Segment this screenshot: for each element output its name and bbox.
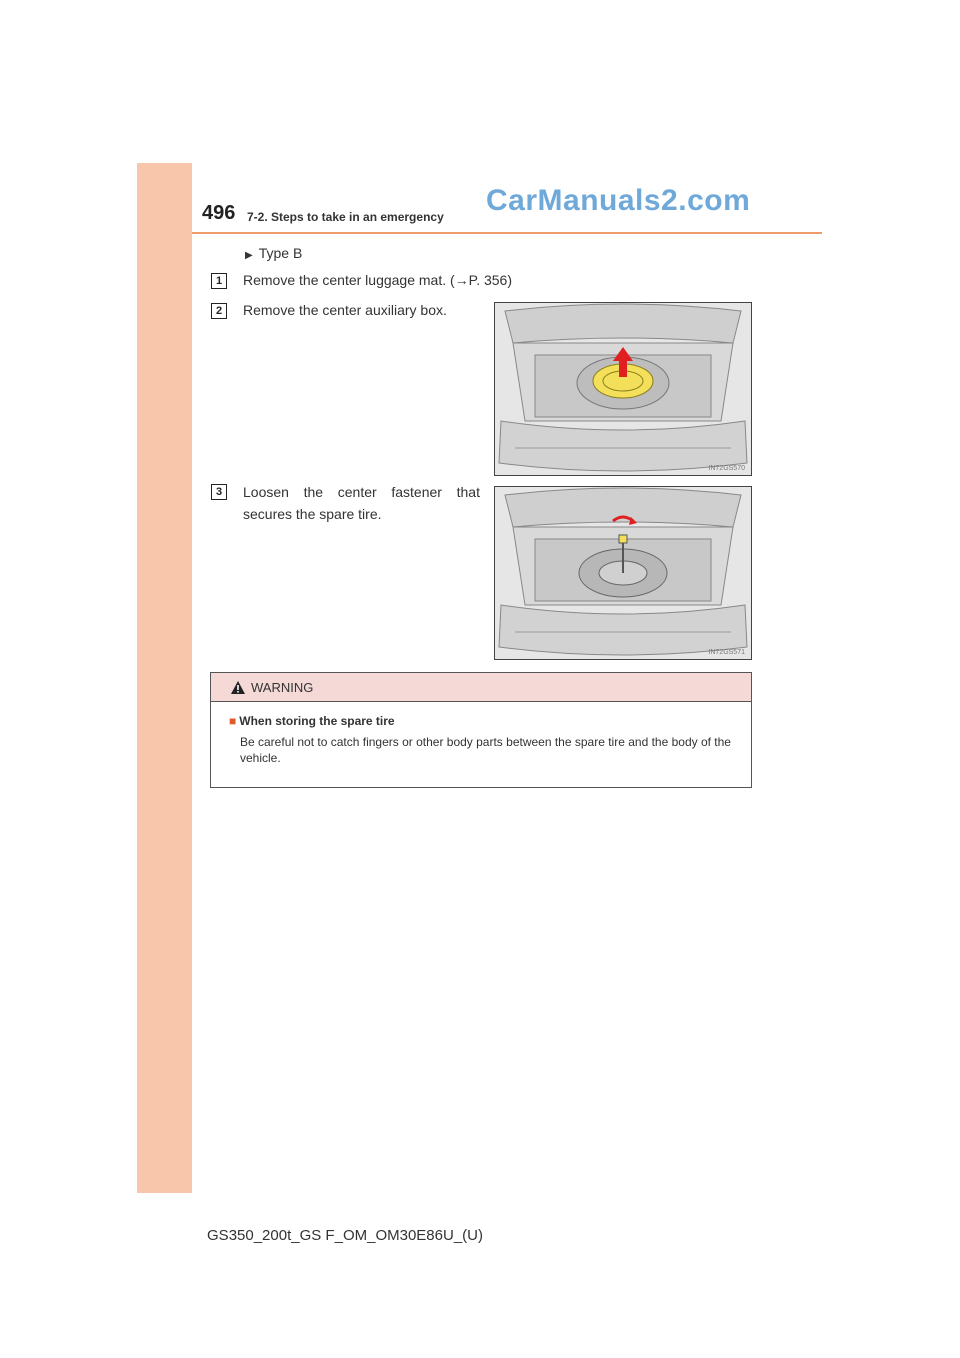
warning-triangle-icon: [231, 681, 245, 694]
footer-code: [0, 1227, 960, 1244]
footer-text: GS350_200t_GS F_OM_OM30E86U_(U): [207, 1227, 483, 1244]
warning-title-text: When storing the spare tire: [239, 714, 395, 728]
square-bullet-icon: ■: [229, 714, 237, 728]
warning-title: [229, 714, 741, 728]
warning-text: Be careful not to catch fingers or other body parts between the spare tire and the body of the vehicle.: [240, 735, 731, 765]
header-rule: [192, 232, 822, 234]
figure-code: IN72GS571: [708, 649, 745, 656]
chapter-side-tab: [137, 163, 192, 1193]
trunk-illustration-svg: [495, 487, 751, 659]
triangle-arrow-icon: ▶: [245, 250, 253, 261]
watermark: CarManuals2.com: [486, 184, 751, 217]
step-number: 1: [211, 273, 227, 289]
section-title: 7-2. Steps to take in an emergency: [247, 210, 444, 224]
step-text: Remove the center auxiliary box.: [243, 302, 447, 318]
type-label-text: Type B: [258, 245, 303, 261]
warning-heading: WARNING: [251, 679, 314, 695]
type-label: [245, 245, 302, 261]
trunk-illustration-fastener: [494, 486, 752, 660]
warning-box: [210, 672, 752, 788]
step-text: Remove the center luggage mat. (→P. 356): [243, 272, 513, 288]
figure-code: IN72GS570: [708, 465, 745, 472]
warning-body: [211, 702, 751, 766]
step-text: Loosen the center fastener that secures the spare tire.: [243, 484, 480, 522]
step-number: 2: [211, 303, 227, 319]
trunk-illustration-svg: [495, 303, 751, 475]
page-number: 496: [202, 202, 236, 224]
step-number: 3: [211, 484, 227, 500]
warning-header: [211, 673, 751, 702]
trunk-illustration-box-removal: [494, 302, 752, 476]
